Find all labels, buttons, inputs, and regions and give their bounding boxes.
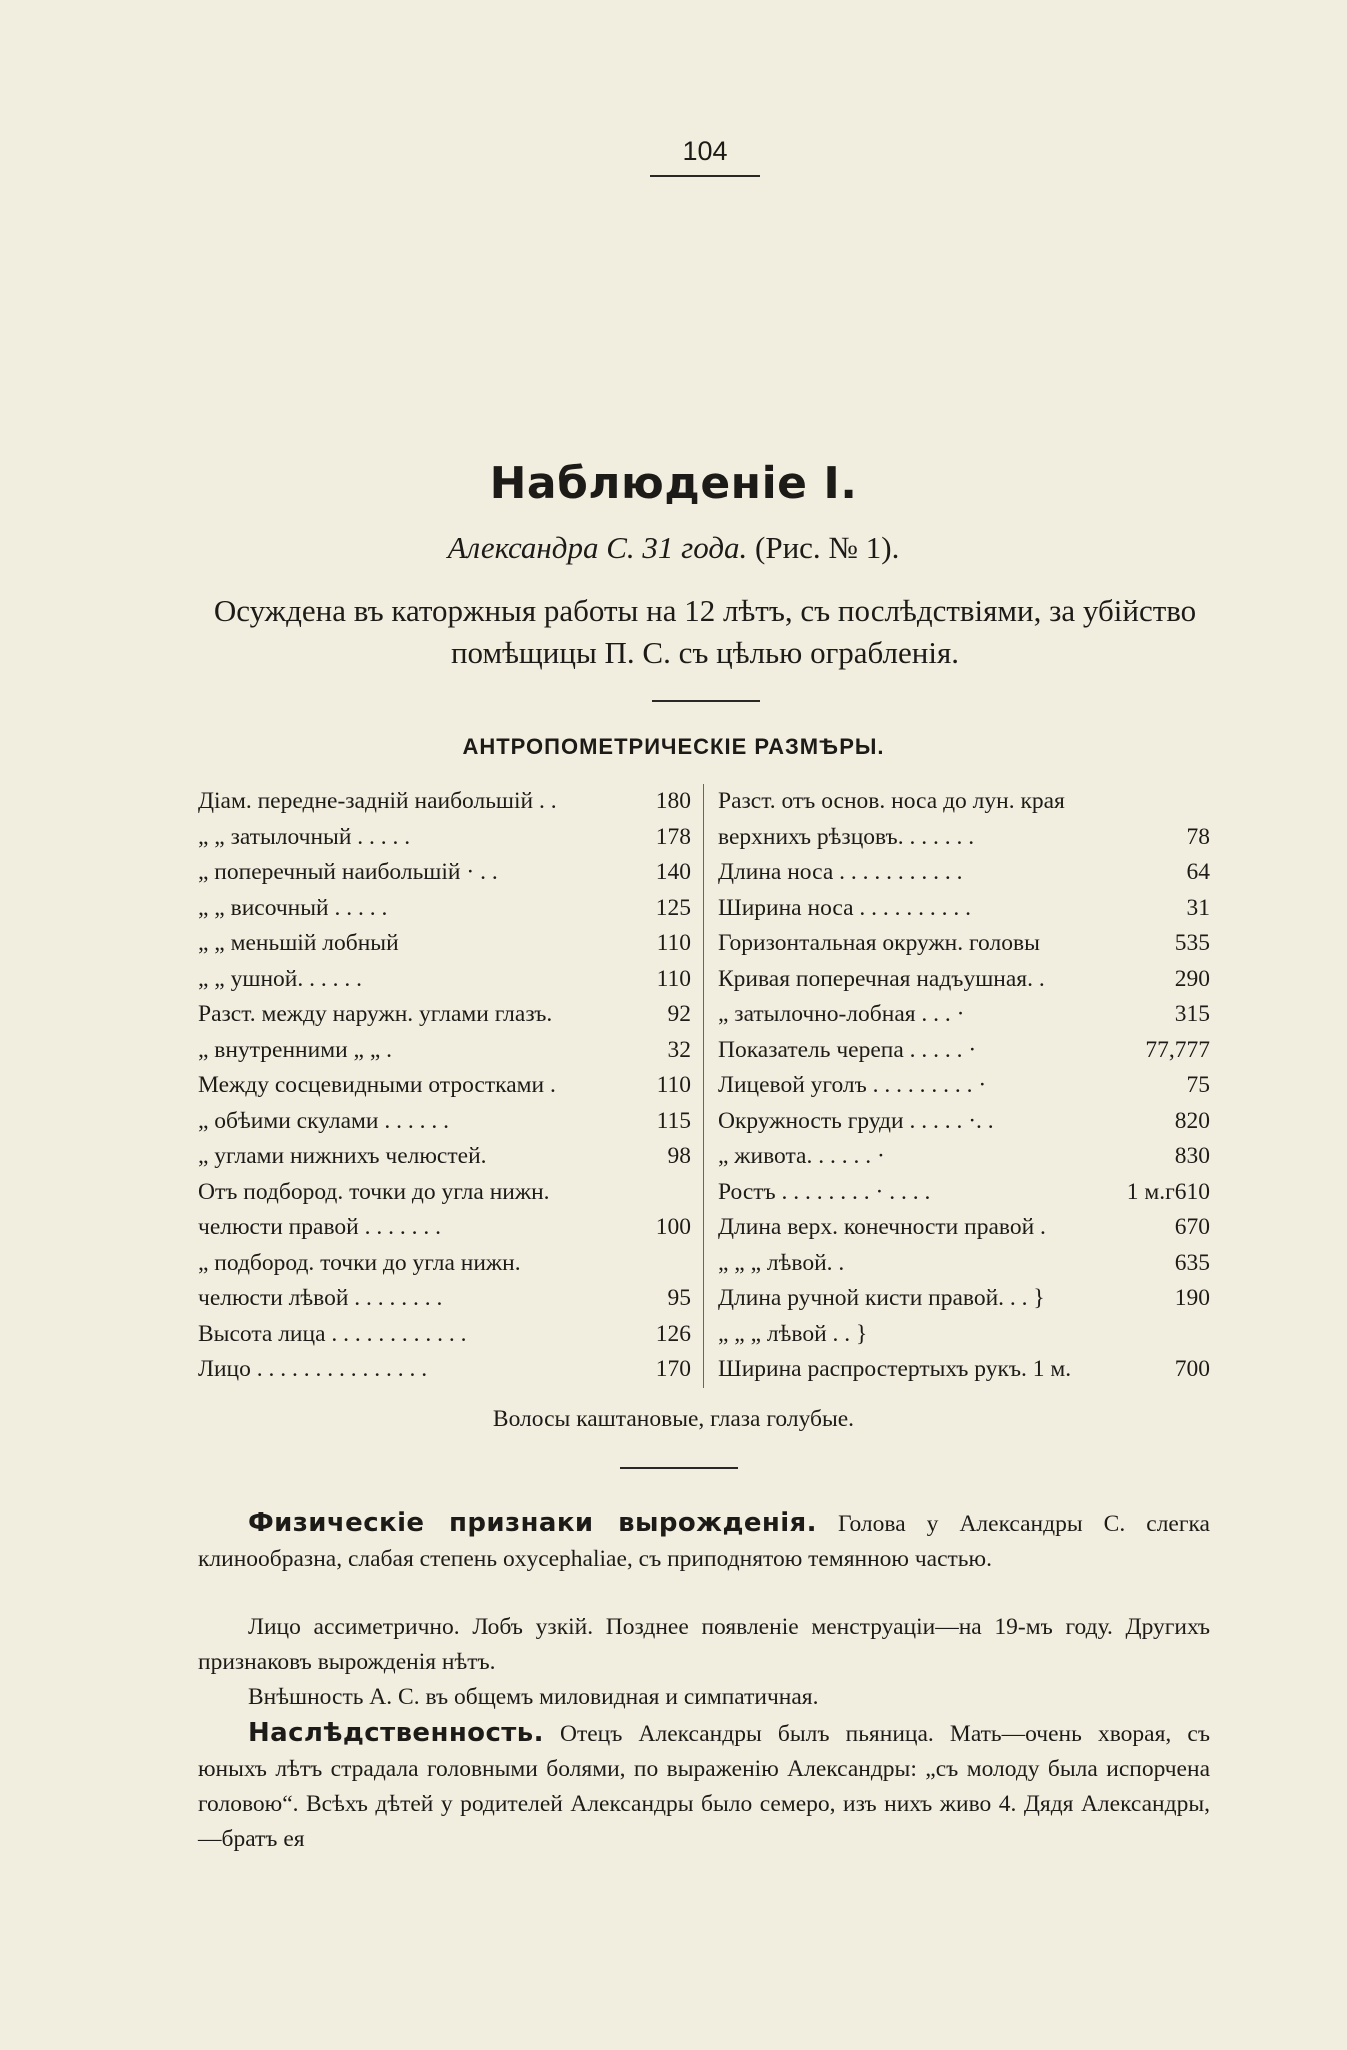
measurement-row [718,1068,1210,1104]
measurement-value: 126 [655,1320,691,1347]
measurement-value: 115 [656,1107,691,1134]
page-number: 104 [650,136,760,177]
measurement-label: челюсти лѣвой . . . . . . . . [198,1285,443,1311]
measurement-label: „ „ височный . . . . . [198,894,388,921]
measurement-label: „ затылочно-лобная . . . · [718,1001,965,1027]
measurement-label: Горизонтальная окружн. головы [718,930,1040,956]
subject-name: Александра С. 31 года. [447,530,748,565]
observation-title: Наблюденіе I. [489,458,858,509]
paragraph-text: Внѣшность А. С. въ общемъ миловидная и симпатичная. [248,1684,819,1710]
measurement-row [718,891,1210,927]
measurement-label: Отъ подбород. точки до угла нижн. [198,1178,550,1205]
measurement-row [718,1352,1210,1388]
measurement-label: „ внутренними „ „ . [198,1036,393,1063]
measurement-label: верхнихъ рѣзцовъ. . . . . . . [718,823,975,850]
measurements-table [198,784,1210,1388]
subject-subtitle [0,530,1347,566]
measurements-right-column [704,784,1210,1388]
measurement-row [198,784,691,820]
measurement-label: Между сосцевидными отростками . [198,1072,556,1098]
measurement-value: 64 [1186,859,1210,885]
measurement-value: 635 [1174,1249,1210,1276]
measurement-value: 670 [1174,1214,1210,1240]
measurement-row [198,1139,691,1175]
measurement-row [198,1033,691,1069]
paragraph-text: Отецъ Александры былъ пьяница. Мать—очень хворая, съ юныхъ лѣтъ страдала головными болями, по выраженію Александры: „съ молоду была испорчена головою“. Всѣхъ дѣтей у родителей Александры было семеро, изъ нихъ живо 4. Дядя Александры,—братъ ея [198,1721,1210,1852]
measurement-row [718,926,1210,962]
measurement-value: 178 [655,823,691,850]
measurement-value: 110 [656,1072,691,1098]
measurement-value: 32 [667,1036,691,1063]
measurement-row [718,820,1210,856]
divider-rule [620,1467,738,1469]
measurement-row [718,997,1210,1033]
paragraph-text: Голова у Александры С. слегка клинообразна, слабая степень oxycephaliae, съ приподнятою темянною частью. [198,1511,1210,1572]
measurement-label: челюсти правой . . . . . . . [198,1214,441,1240]
measurement-row [198,1104,691,1140]
measurement-label: Длина носа . . . . . . . . . . . [718,859,963,885]
paragraph-physical-signs [198,1506,1210,1577]
measurement-label: Ширина распростертыхъ рукъ. 1 м. [718,1356,1072,1382]
measurement-value: 75 [1186,1072,1210,1098]
measurement-label: Длина ручной кисти правой. . . } [718,1285,1045,1311]
paragraph-appearance [198,1680,1210,1715]
measurement-row [198,962,691,998]
measurement-row [198,855,691,891]
measurement-value: 95 [667,1285,691,1311]
measurement-label: „ „ „ лѣвой. . [718,1249,845,1276]
measurement-label: Высота лица . . . . . . . . . . . . [198,1320,467,1347]
measurement-label: „ обѣими скулами . . . . . . [198,1107,450,1134]
measurement-value: 98 [667,1143,691,1169]
divider-rule [652,700,760,702]
measurement-label: Лицо . . . . . . . . . . . . . . . [198,1356,428,1382]
measurement-label: Лицевой уголъ . . . . . . . . . · [718,1072,987,1098]
measurement-label: Разст. между наружн. углами глазъ. [198,1001,553,1027]
measurement-label: „ „ „ лѣвой . . } [718,1320,868,1347]
measurement-value: 830 [1174,1143,1210,1169]
measurement-row [718,784,1210,820]
measurement-row [718,1175,1210,1211]
measurement-label: Окружность груди . . . . . ·. . [718,1107,994,1134]
measurement-label: „ „ меньшій лобный [198,930,399,956]
measurement-row [198,1068,691,1104]
measurement-label: „ углами нижнихъ челюстей. [198,1143,487,1169]
measurement-row [198,891,691,927]
measurement-value: 535 [1174,930,1210,956]
paragraph-lead: Физическіе признаки вырожденія. [248,1508,817,1538]
section-heading: АНТРОПОМЕТРИЧЕСКІЕ РАЗМѢРЫ. [462,734,885,759]
measurement-label: Ширина носа . . . . . . . . . . [718,894,972,921]
paragraph-text: Лицо ассиметрично. Лобъ узкій. Позднее появленіе менструаціи—на 19-мъ году. Другихъ признаковъ вырожденія нѣтъ. [198,1614,1210,1675]
measurement-label: „ живота. . . . . . · [718,1143,885,1169]
measurement-row [198,926,691,962]
measurement-row [198,1281,691,1317]
figure-reference: (Рис. № 1). [755,530,900,565]
measurement-value: 110 [656,965,691,992]
measurement-label: Показатель черепа . . . . . · [718,1036,977,1063]
measurement-row [198,1246,691,1282]
measurement-row [198,820,691,856]
measurement-value: 77,777 [1145,1036,1210,1063]
hair-eyes-line: Волосы каштановые, глаза голубые. [492,1406,855,1432]
measurement-label: „ подбород. точки до угла нижн. [198,1249,521,1276]
measurement-value: 820 [1174,1107,1210,1134]
measurement-value: 100 [655,1214,691,1240]
measurement-value: 700 [1174,1356,1210,1382]
measurement-label: Кривая поперечная надъушная. . [718,965,1045,992]
paragraph-heredity [198,1716,1210,1857]
measurement-label: „ поперечный наибольшій · . . [198,859,498,885]
measurement-row [198,997,691,1033]
measurement-value: 140 [655,859,691,885]
measurements-left-column [198,784,704,1388]
measurement-row [198,1317,691,1353]
measurement-row [718,1281,1210,1317]
measurement-row [718,1033,1210,1069]
measurement-value: 110 [656,930,691,956]
measurement-row [718,1104,1210,1140]
measurement-label: „ „ затылочный . . . . . [198,823,411,850]
paragraph-lead: Наслѣдственность. [248,1718,544,1748]
measurement-value: 31 [1186,894,1210,921]
measurement-row [718,1139,1210,1175]
measurement-value: 1 м.г610 [1126,1178,1210,1205]
measurement-row [718,1246,1210,1282]
measurement-value: 315 [1174,1001,1210,1027]
measurement-row [718,1317,1210,1353]
measurement-value: 190 [1174,1285,1210,1311]
measurement-row [718,962,1210,998]
measurement-label: Ростъ . . . . . . . . · . . . . [718,1178,931,1205]
measurement-value: 290 [1174,965,1210,992]
measurement-value: 78 [1186,823,1210,850]
measurement-row [198,1175,691,1211]
measurement-value: 180 [655,788,691,814]
measurement-value: 125 [655,894,691,921]
measurement-row [718,855,1210,891]
measurement-value: 92 [667,1001,691,1027]
paragraph-face [198,1610,1210,1680]
measurement-label: Длина верх. конечности правой . [718,1214,1046,1240]
measurement-row [198,1210,691,1246]
measurement-label: „ „ ушной. . . . . . [198,965,362,992]
sentence-text: Осуждена въ каторжныя работы на 12 лѣтъ, съ послѣдствіями, за убійство помѣщицы П. С. съ цѣлью ограбленія. [213,593,1197,670]
measurement-value: 170 [655,1356,691,1382]
measurement-row [718,1210,1210,1246]
measurement-label: Разст. отъ основ. носа до лун. края [718,788,1065,814]
measurement-row [198,1352,691,1388]
measurement-label: Діам. передне-задній наибольшій . . [198,788,557,814]
